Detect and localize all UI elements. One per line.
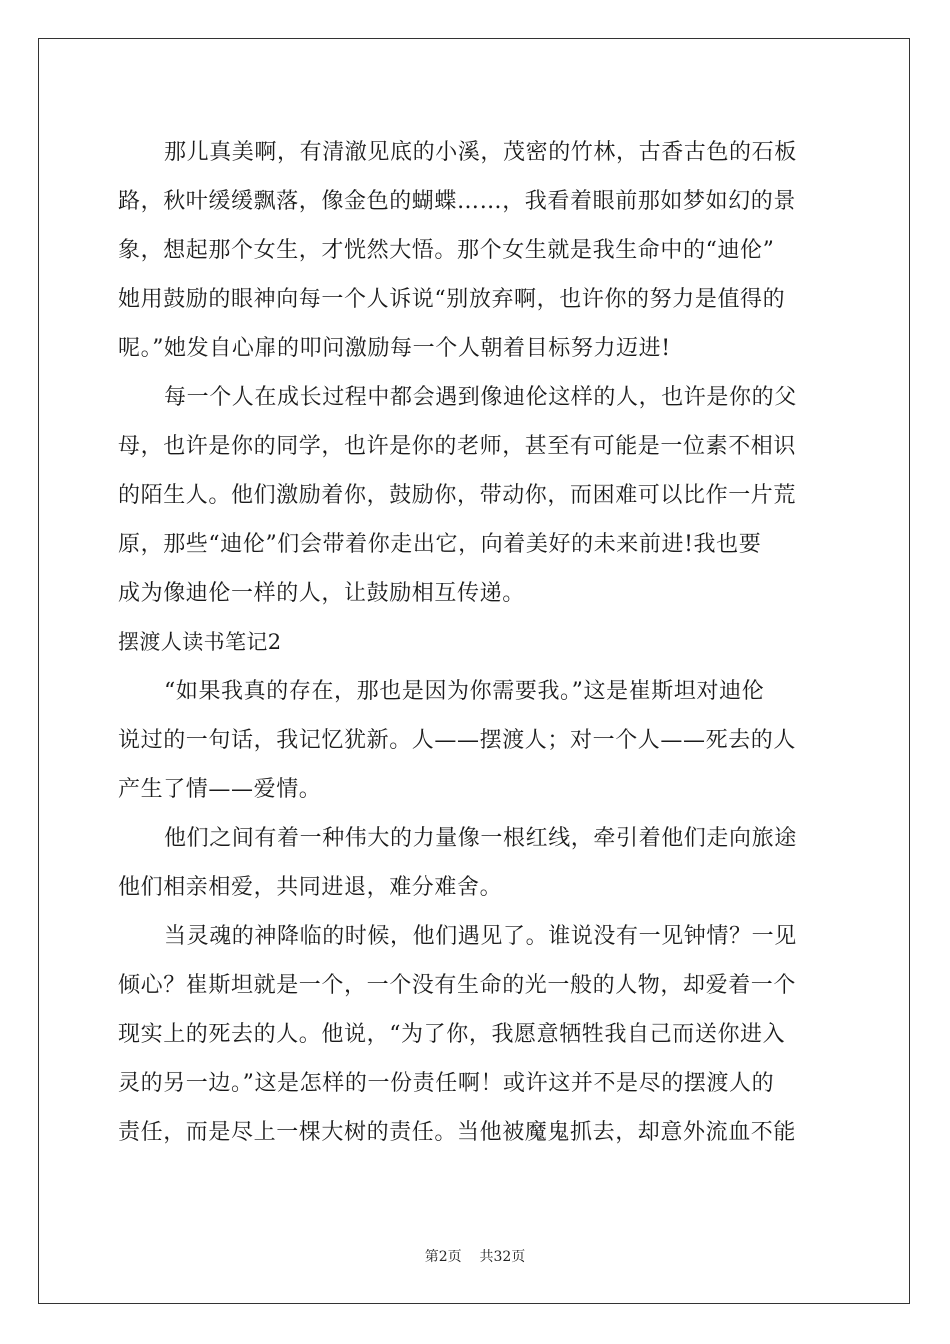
- paragraph-line: “如果我真的存在，那也是因为你需要我。”这是崔斯坦对迪伦: [164, 679, 765, 704]
- paragraph-line: 产生了情——爱情。: [118, 777, 322, 802]
- paragraph-line: 成为像迪伦一样的人，让鼓励相互传递。: [118, 581, 525, 606]
- paragraph-line: 原，那些“迪伦”们会带着你走出它，向着美好的未来前进!我也要: [118, 532, 762, 557]
- document-body: [118, 128, 838, 1157]
- paragraph-line: 路，秋叶缓缓飘落，像金色的蝴蝶……，我看着眼前那如梦如幻的景: [118, 189, 797, 214]
- paragraph-line: 母，也许是你的同学，也许是你的老师，甚至有可能是一位素不相识: [118, 434, 797, 459]
- paragraph-line: 他们相亲相爱，共同进退，难分难舍。: [118, 875, 503, 900]
- paragraph-line: 灵的另一边。”这是怎样的一份责任啊！或许这并不是尽的摆渡人的: [118, 1071, 775, 1096]
- page-number-footer: 第2页 共32页: [424, 1249, 526, 1265]
- paragraph-line: 象，想起那个女生，才恍然大悟。那个女生就是我生命中的“迪伦”: [118, 238, 775, 263]
- paragraph-line: 那儿真美啊，有清澈见底的小溪，茂密的竹林，古香古色的石板: [164, 140, 797, 165]
- paragraph-line: 每一个人在成长过程中都会遇到像迪伦这样的人，也许是你的父: [164, 385, 797, 410]
- paragraph-line: 责任，而是尽上一棵大树的责任。当他被魔鬼抓去，却意外流血不能: [118, 1120, 797, 1145]
- paragraph-line: 现实上的死去的人。他说，“为了你，我愿意牺牲我自己而送你进入: [118, 1022, 786, 1047]
- section-heading: 摆渡人读书笔记2: [118, 630, 282, 654]
- paragraph-line: 的陌生人。他们激励着你，鼓励你，带动你，而困难可以比作一片荒: [118, 483, 797, 508]
- paragraph-line: 呢。”她发自心扉的叩问激励每一个人朝着目标努力迈进!: [118, 336, 671, 361]
- paragraph-line: 说过的一句话，我记忆犹新。人——摆渡人；对一个人——死去的人: [118, 728, 797, 753]
- paragraph-line: 倾心？崔斯坦就是一个，一个没有生命的光一般的人物，却爱着一个: [118, 973, 797, 998]
- paragraph-line: 她用鼓励的眼神向每一个人诉说“别放弃啊，也许你的努力是值得的: [118, 287, 786, 312]
- paragraph-line: 当灵魂的神降临的时候，他们遇见了。谁说没有一见钟情？一见: [164, 924, 797, 949]
- paragraph-line: 他们之间有着一种伟大的力量像一根红线，牵引着他们走向旅途: [164, 826, 797, 851]
